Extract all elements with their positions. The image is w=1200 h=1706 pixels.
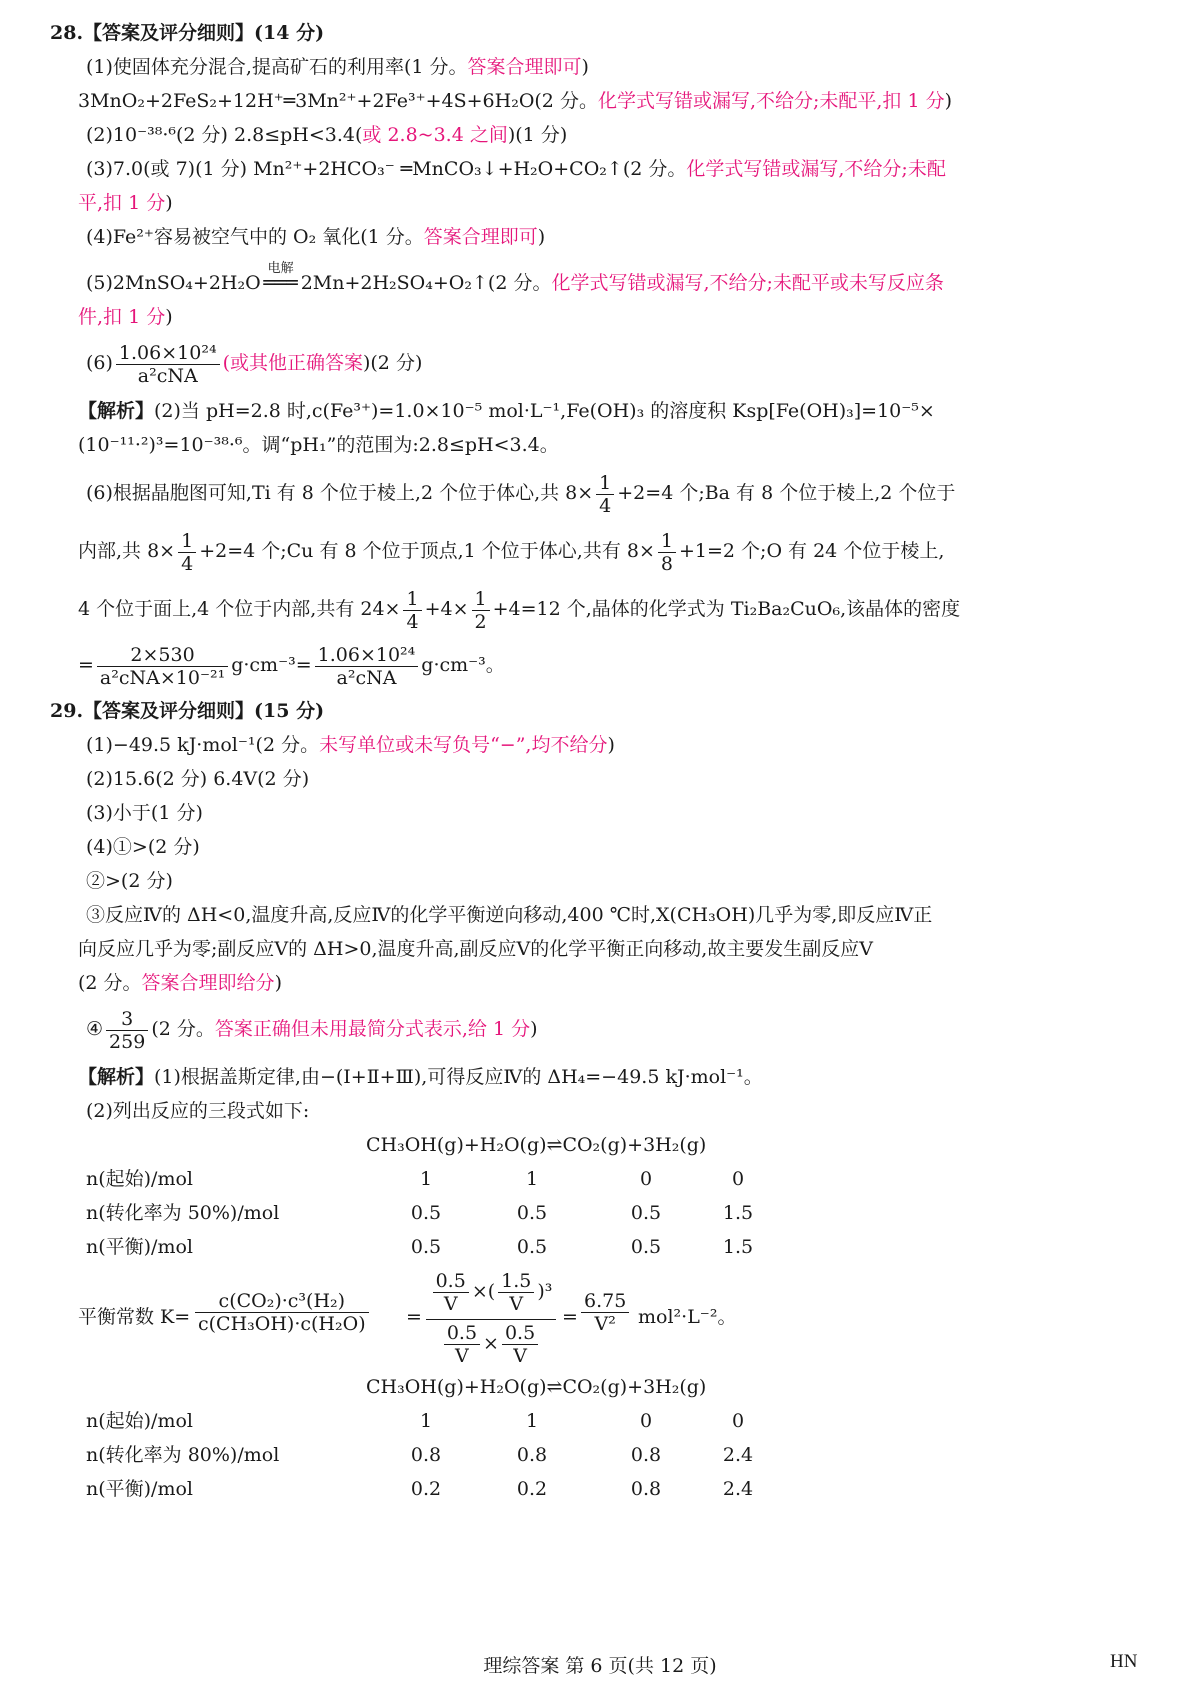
q28-line-1 [86, 54, 589, 80]
q29-line-7: 向反应几乎为零;副反应Ⅴ的 ΔH>0,温度升高,副反应Ⅴ的化学平衡正向移动,故主要发生副反应Ⅴ [78, 938, 874, 960]
table-row [86, 1476, 754, 1502]
density-fraction-2 [315, 644, 419, 689]
q28-analysis-3b: +2=4 个;Ba 有 8 个位于棱上,2 个位于 [617, 482, 956, 504]
q29-analysis-text-1: (1)根据盖斯定律,由−(Ⅰ+Ⅱ+Ⅲ),可得反应Ⅳ的 ΔH₄=−49.5 kJ·mol⁻¹。 [154, 1066, 763, 1088]
q28-line-2 [78, 88, 952, 114]
k-sub-numerator [426, 1270, 556, 1320]
q29-l9-note: 答案正确但未用最简分式表示,给 1 分 [214, 1018, 531, 1040]
table-cell: 0 [731, 1410, 745, 1432]
row-label: n(起始)/mol [86, 1168, 193, 1190]
q28-l2-close: ) [944, 90, 953, 112]
answer-fraction [106, 1008, 148, 1053]
fraction-denominator: 4 [406, 610, 419, 633]
frac-one-half-over-v [498, 1270, 534, 1315]
q29-line-4: (4)①>(2 分) [86, 836, 200, 858]
k-numerator: c(CO₂)·c³(H₂) [195, 1290, 369, 1313]
q28-l6-close: ) [537, 226, 546, 248]
table-row [86, 1200, 754, 1226]
row-label: n(平衡)/mol [86, 1478, 193, 1500]
table-cell: 0 [639, 1168, 653, 1190]
density-numerator-1: 2×530 [97, 644, 228, 667]
density-fraction-1 [97, 644, 228, 689]
q28-l8-close: ) [165, 306, 173, 328]
k-equals: = [406, 1306, 422, 1328]
fraction-one-quarter [596, 472, 614, 517]
q28-analysis-5c: +4=12 个,晶体的化学式为 Ti₂Ba₂CuO₆,该晶体的密度 [492, 598, 961, 620]
q28-l9-note: (或其他正确答案 [222, 352, 363, 374]
frac-num: 1.5 [498, 1270, 534, 1293]
q29-l1-close: ) [607, 734, 615, 756]
frac-num: 0.5 [433, 1270, 469, 1293]
fraction-denominator: 8 [660, 552, 673, 575]
k-sub-denominator [426, 1320, 556, 1367]
frac-num: 0.5 [444, 1322, 480, 1345]
q28-analysis-4a: 内部,共 8× [78, 540, 176, 562]
q29-line-9 [86, 1004, 538, 1054]
table-cell: 0.8 [630, 1444, 662, 1466]
q28-l1-close: ) [581, 56, 589, 78]
q28-analysis-heading: 【解析】 [78, 400, 155, 422]
q28-line-6 [86, 224, 545, 250]
table-cell: 2.4 [722, 1444, 754, 1466]
q29-line-2: (2)15.6(2 分) 6.4V(2 分) [86, 768, 310, 790]
q28-analysis-5 [78, 584, 960, 634]
fraction-denominator: 2 [474, 610, 487, 633]
fraction-denominator: 4 [599, 494, 612, 517]
fraction-one-quarter [178, 530, 196, 575]
electrolysis-condition: 电解 [267, 261, 294, 276]
table-cell: 0.8 [410, 1444, 442, 1466]
fraction-numerator: 1 [658, 530, 676, 553]
table-cell: 0.2 [410, 1478, 442, 1500]
fraction-one-half [472, 588, 490, 633]
frac-half-over-v [433, 1270, 469, 1315]
q28-analysis-4 [78, 526, 944, 576]
q28-analysis-4c: +1=2 个;O 有 24 个位于棱上, [678, 540, 945, 562]
k-label: 平衡常数 K= [78, 1306, 191, 1328]
q29-l9-text: (2 分。 [151, 1018, 215, 1040]
table-cell: 1.5 [722, 1236, 754, 1258]
q29-l1-text: (1)−49.5 kJ·mol⁻¹(2 分。 [86, 734, 320, 756]
q28-analysis-4b: +2=4 个;Cu 有 8 个位于顶点,1 个位于体心,共有 8× [199, 540, 655, 562]
q28-l4-text: (3)7.0(或 7)(1 分) Mn²⁺+2HCO₃⁻ ═MnCO₃↓+H₂O+CO₂↑(2 分。 [86, 158, 687, 180]
frac-den: V [509, 1293, 524, 1315]
fraction-one-eighth [658, 530, 676, 575]
k-expression [195, 1290, 369, 1335]
region-code: HN [1110, 1651, 1138, 1672]
q28-analysis-6-end: g·cm⁻³。 [421, 654, 505, 676]
fraction-numerator: 1 [596, 472, 614, 495]
frac-den: V [455, 1345, 469, 1367]
q28-l6-text: (4)Fe²⁺容易被空气中的 O₂ 氧化(1 分。 [86, 226, 424, 248]
q28-l8-note: 件,扣 1 分 [78, 306, 166, 328]
q28-analysis-1 [78, 398, 935, 424]
table-cell: 0.5 [630, 1202, 662, 1224]
q29-l9-close: ) [530, 1018, 538, 1040]
q28-line-7 [86, 261, 944, 296]
table-cell: 2.4 [722, 1478, 754, 1500]
table-cell: 0.5 [516, 1236, 548, 1258]
q28-line-3 [86, 122, 567, 148]
q28-analysis-5a: 4 个位于面上,4 个位于内部,共有 24× [78, 598, 401, 620]
density-denominator: a²cNA [137, 364, 198, 387]
fraction-one-quarter [403, 588, 421, 633]
q28-l3-note: 或 2.8~3.4 之间 [362, 124, 508, 146]
times-open: ×( [471, 1280, 496, 1303]
table-cell: 1 [419, 1410, 433, 1432]
times-sign: × [483, 1332, 499, 1355]
fraction-numerator: 1 [472, 588, 490, 611]
q28-l4-note: 化学式写错或漏写,不给分;未配 [686, 158, 946, 180]
frac-num: 0.5 [502, 1322, 538, 1345]
table-row [86, 1442, 754, 1468]
row-label: n(平衡)/mol [86, 1236, 193, 1258]
fraction-numerator: 1 [178, 530, 196, 553]
q28-l7-equation-left: (5)2MnSO₄+2H₂O [86, 272, 261, 294]
table-cell: 0.5 [630, 1236, 662, 1258]
k-unit: mol²·L⁻²。 [638, 1306, 737, 1328]
q28-l5-note: 平,扣 1 分 [78, 192, 166, 214]
reaction-equation-2: CH₃OH(g)+H₂O(g)⇌CO₂(g)+3H₂(g) [366, 1376, 707, 1398]
q29-l8-text: (2 分。 [78, 972, 142, 994]
table-row [86, 1166, 745, 1192]
q28-analysis-6-eq: = [78, 654, 94, 676]
q28-analysis-6 [78, 640, 505, 690]
reaction-equation-1: CH₃OH(g)+H₂O(g)⇌CO₂(g)+3H₂(g) [366, 1134, 707, 1156]
q28-l7-note: 化学式写错或漏写,不给分;未配平或未写反应条 [551, 272, 944, 294]
row-label: n(转化率为 50%)/mol [86, 1202, 280, 1224]
k-denominator: c(CH₃OH)·c(H₂O) [198, 1313, 366, 1335]
q28-l2-equation: 3MnO₂+2FeS₂+12H⁺═3Mn²⁺+2Fe³⁺+4S+6H₂O(2 分。 [78, 90, 598, 112]
table-cell: 0.2 [516, 1478, 548, 1500]
table-cell: 0.8 [630, 1478, 662, 1500]
table-cell: 0 [731, 1168, 745, 1190]
k-substituted [426, 1270, 556, 1367]
q28-l9-close: )(2 分) [362, 352, 423, 374]
table-cell: 0.8 [516, 1444, 548, 1466]
table-row [86, 1408, 745, 1434]
q28-l3-text: (2)10⁻³⁸·⁶(2 分) 2.8≤pH<3.4( [86, 124, 363, 146]
cube-close: )³ [537, 1280, 553, 1303]
q28-analysis-6-unit: g·cm⁻³= [231, 654, 312, 676]
q29-line-3: (3)小于(1 分) [86, 802, 203, 824]
q28-header: 28.【答案及评分细则】(14 分) [50, 22, 325, 44]
table-cell: 1 [525, 1410, 539, 1432]
table-cell: 0.5 [516, 1202, 548, 1224]
answer-denominator: 259 [109, 1030, 146, 1053]
q28-analysis-3a: (6)根据晶胞图可知,Ti 有 8 个位于棱上,2 个位于体心,共 8× [86, 482, 594, 504]
frac-den: V [513, 1345, 527, 1367]
table-cell: 1.5 [722, 1202, 754, 1224]
q29-analysis-1 [78, 1064, 763, 1090]
q29-analysis-heading: 【解析】 [78, 1066, 155, 1088]
q29-l1-note: 未写单位或未写负号“−”,均不给分 [319, 734, 608, 756]
q28-l3-close: )(1 分) [507, 124, 568, 146]
q28-l2-note: 化学式写错或漏写,不给分;未配平,扣 1 分 [597, 90, 945, 112]
frac-half-over-v [502, 1322, 538, 1367]
row-label: n(转化率为 80%)/mol [86, 1444, 280, 1466]
q28-line-4 [86, 156, 946, 182]
density-denominator-2: a²cNA [336, 666, 397, 689]
q29-line-5: ②>(2 分) [86, 870, 173, 892]
k-equals-2: = [562, 1306, 578, 1328]
density-denominator-1: a²cNA×10⁻²¹ [99, 666, 226, 689]
q28-line-9 [86, 338, 422, 388]
q28-l1-text: (1)使固体充分混合,提高矿石的利用率(1 分。 [86, 56, 468, 78]
electrolysis-arrow: 电解 ═══ [261, 270, 301, 296]
q29-line-6: ③反应Ⅳ的 ΔH<0,温度升高,反应Ⅳ的化学平衡逆向移动,400 ℃时,X(CH₃OH)几乎为零,即反应Ⅳ正 [86, 904, 933, 926]
q29-header: 29.【答案及评分细则】(15 分) [50, 700, 325, 722]
table-cell: 0 [639, 1410, 653, 1432]
q29-l8-note: 答案合理即给分 [141, 972, 275, 994]
answer-numerator: 3 [106, 1008, 148, 1031]
frac-half-over-v [444, 1322, 480, 1367]
q28-analysis-3 [86, 468, 955, 518]
fraction-denominator: 4 [181, 552, 194, 575]
density-numerator: 1.06×10²⁴ [116, 342, 220, 365]
q29-line-8 [78, 970, 282, 996]
q28-line-8 [78, 304, 173, 330]
q28-l9-label: (6) [86, 352, 113, 374]
table-cell: 1 [419, 1168, 433, 1190]
q28-line-5 [78, 190, 173, 216]
q28-l5-close: ) [165, 192, 173, 214]
q28-l7-equation-right: 2Mn+2H₂SO₄+O₂↑(2 分。 [300, 272, 552, 294]
table-row [86, 1234, 754, 1260]
q28-l1-note: 答案合理即可 [467, 56, 582, 78]
table-cell: 0.5 [410, 1236, 442, 1258]
k-result [581, 1290, 629, 1335]
table-cell: 1 [525, 1168, 539, 1190]
k-result-numerator: 6.75 [581, 1290, 629, 1313]
k-result-denominator: V² [594, 1313, 616, 1335]
q28-analysis-5b: +4× [424, 598, 469, 620]
row-label: n(起始)/mol [86, 1410, 193, 1432]
q28-l6-note: 答案合理即可 [423, 226, 538, 248]
q29-l9-label: ④ [86, 1018, 104, 1040]
q29-line-1 [86, 732, 615, 758]
q29-analysis-2: (2)列出反应的三段式如下: [86, 1100, 310, 1122]
q28-analysis-2: (10⁻¹¹·²)³=10⁻³⁸·⁶。调“pH₁”的范围为:2.8≤pH<3.4。 [78, 434, 559, 456]
density-fraction [116, 342, 220, 387]
q28-analysis-text-1: (2)当 pH=2.8 时,c(Fe³⁺)=1.0×10⁻⁵ mol·L⁻¹,Fe(OH)₃ 的溶度积 Ksp[Fe(OH)₃]=10⁻⁵× [154, 400, 935, 422]
density-numerator-2: 1.06×10²⁴ [315, 644, 419, 667]
frac-den: V [443, 1293, 458, 1315]
fraction-numerator: 1 [403, 588, 421, 611]
table-cell: 0.5 [410, 1202, 442, 1224]
q29-l8-close: ) [274, 972, 282, 994]
page-footer: 理综答案 第 6 页(共 12 页) [483, 1655, 717, 1677]
